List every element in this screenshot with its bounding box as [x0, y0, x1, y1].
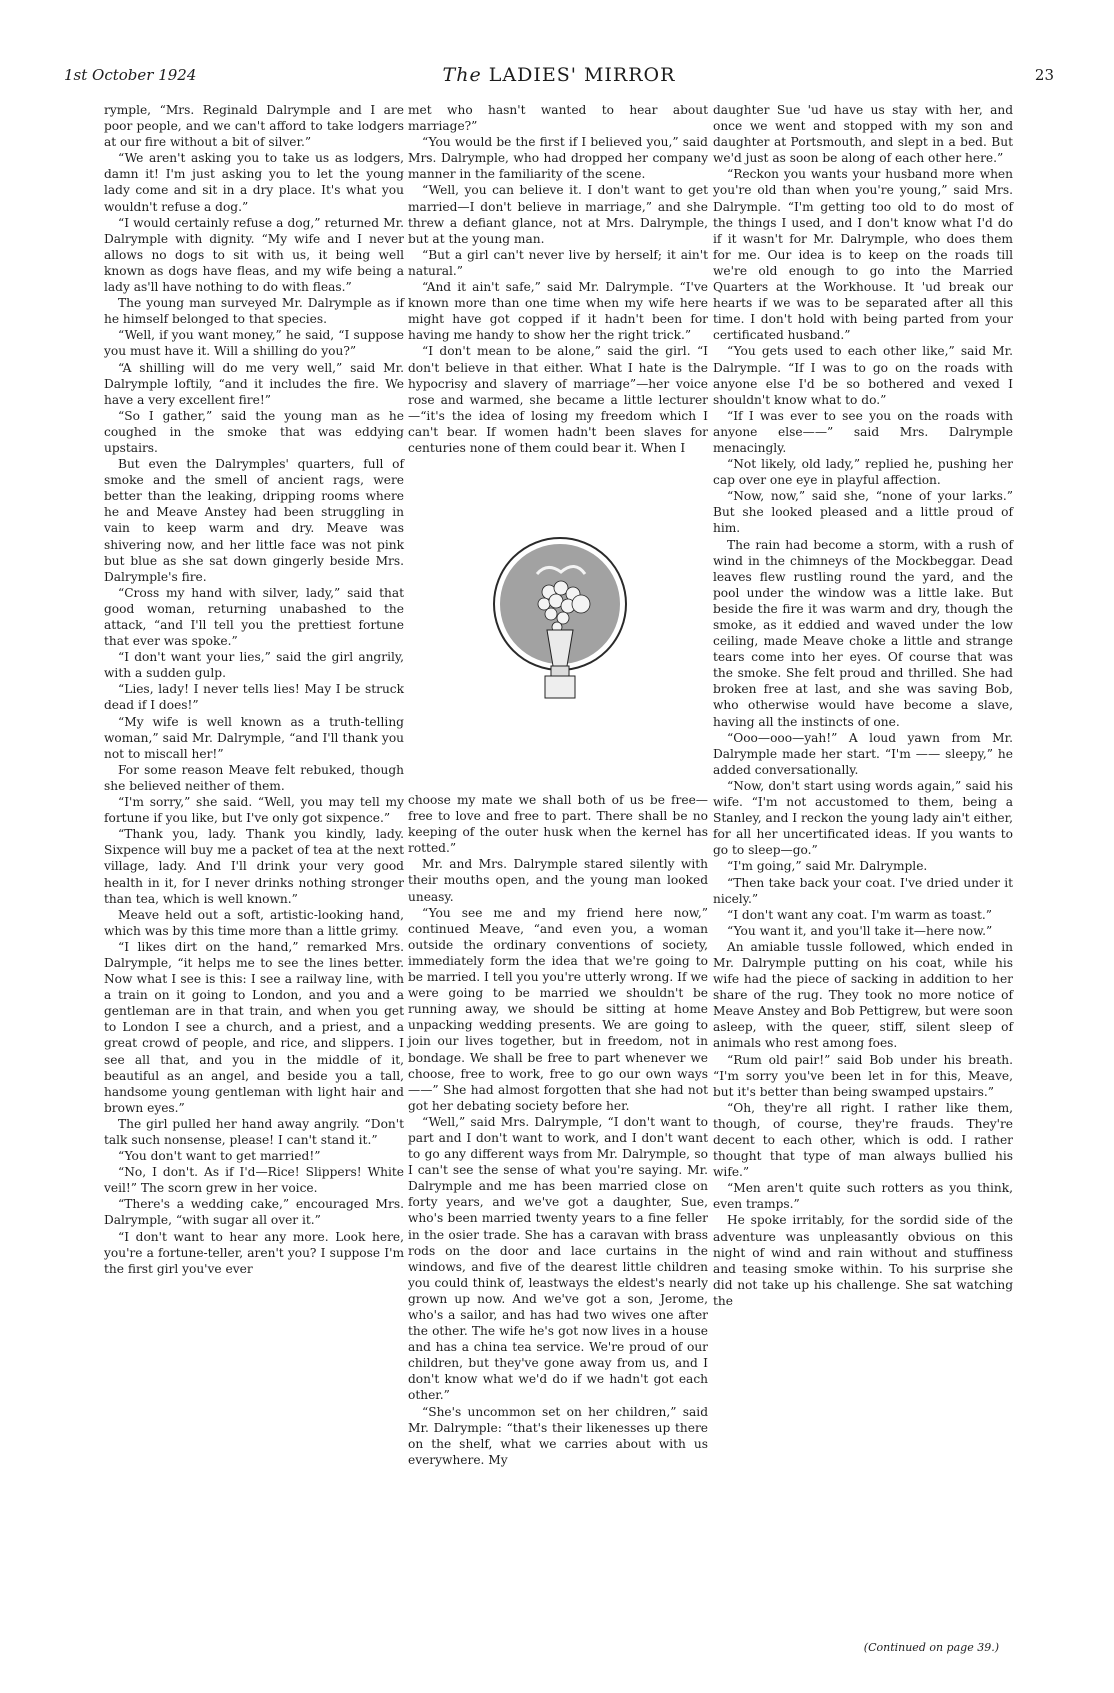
paragraph: “You would be the first if I believed you,” said Mrs. Dalrymple, who had dropped her company manner in the familiarity of the scene.: [408, 135, 708, 182]
paragraph: But even the Dalrymples' quarters, full of smoke and the smell of ancient rags, were better than the leaking, dripping rooms where he and Meave Anstey had been struggling in vain to keep warm and dry. Meave was shivering now, and her little face was not pink but blue as she sat down gingerly beside Mrs. Dalrymple's fire.: [104, 457, 404, 584]
issue-date: 1st October 1924: [64, 66, 197, 84]
paragraph: “But a girl can't never live by herself; it ain't natural.”: [408, 247, 708, 278]
paragraph: “Lies, lady! I never tells lies! May I be struck dead if I does!”: [104, 682, 404, 713]
paragraph: “She's uncommon set on her children,” said Mr. Dalrymple: “that's their likenesses up there on the shelf, what we carries about with us everywhere. My: [408, 1404, 708, 1467]
paragraph: “There's a wedding cake,” encouraged Mrs. Dalrymple, “with sugar all over it.”: [104, 1197, 404, 1228]
paragraph: daughter Sue 'ud have us stay with her, and once we went and stopped with my son and daughter at Portsmouth, and slept in a bed. But we'd just as soon be along of each other here.”: [713, 103, 1013, 166]
paragraph: The girl pulled her hand away angrily. “Don't talk such nonsense, please! I can't stand it.”: [104, 1116, 404, 1147]
continued-note: (Continued on page 39.): [863, 1641, 999, 1654]
paragraph: choose my mate we shall both of us be free—free to love and free to part. There shall be no keeping of the outer husk when the kernel has rotted.”: [408, 793, 708, 856]
paragraph: Mr. and Mrs. Dalrymple stared silently with their mouths open, and the young man looked uneasy.: [408, 857, 708, 904]
paragraph: “I likes dirt on the hand,” remarked Mrs. Dalrymple, “it helps me to see the lines better. Now what I see is this: I see a railway line, with a train on it going to London, and you and a gentleman are in that train, and when you get to London I see a church, and a priest, and a great crowd of people, and rice, and slippers. I see all that, and you in the middle of it, beautiful as an angel, and beside you a tall, handsome young gentleman with light hair and brown eyes.”: [104, 939, 404, 1115]
paragraph: “Now, don't start using words again,” said his wife. “I'm not accustomed to them, being a Stanley, and I reckon the young lady ain't either, for all her uncertificated ideas. If you wants to go to sleep—go.”: [713, 778, 1013, 858]
paragraph: He spoke irritably, for the sordid side of the adventure was unpleasantly obvious on this night of wind and rain without and stuffiness and teasing smoke within. To his surprise she did not take up his challenge. She sat watching the: [713, 1213, 1013, 1308]
paragraph: “My wife is well known as a truth-telling woman,” said Mr. Dalrymple, “and I'll thank you not to miscall her!”: [104, 714, 404, 761]
paragraph: The rain had become a storm, with a rush of wind in the chimneys of the Mockbeggar. Dead leaves flew rustling round the yard, and the pool under the window was a little lake. But beside the fire it was warm and dry, though the smoke, as it eddied and waved under the low ceiling, made Meave choke a little and strange tears come into her eyes. Of course that was the smoke. She felt proud and thrilled. She had broken free at last, and she was saving Bob, who otherwise would have become a slave, having all the instincts of one.: [713, 537, 1013, 729]
paragraph: “And it ain't safe,” said Mr. Dalrymple. “I've known more than one time when my wife here might have got copped if it hadn't been for having me handy to show her the right trick.”: [408, 280, 708, 343]
paragraph: “Now, now,” said she, “none of your larks.” But she looked pleased and a little proud of him.: [713, 489, 1013, 536]
paragraph: “I would certainly refuse a dog,” returned Mr. Dalrymple with dignity. “My wife and I never allows no dogs to sit with us, it being well known as dogs have fleas, and my wife being a lady as'll have nothing to do with fleas.”: [104, 215, 404, 295]
magazine-title-rest: LADIES' MIRROR: [488, 64, 676, 86]
text-column-1: [104, 102, 404, 1277]
paragraph: “Ooo—ooo—yah!” A loud yawn from Mr. Dalrymple made her start. “I'm —— sleepy,” he added conversationally.: [713, 730, 1013, 777]
paragraph: “Then take back your coat. I've dried under it nicely.”: [713, 875, 1013, 906]
paragraph: “You gets used to each other like,” said Mr. Dalrymple. “If I was to go on the roads with anyone else I'd be so bothered and vexed I shouldn't know what to do.”: [713, 344, 1013, 407]
paragraph: rymple, “Mrs. Reginald Dalrymple and I are poor people, and we can't afford to take lodgers at our fire without a bit of silver.”: [104, 103, 404, 150]
paragraph: “Rum old pair!” said Bob under his breath. “I'm sorry you've been let in for this, Meave, but it's better than being swamped upstairs.”: [713, 1052, 1013, 1099]
paragraph: met who hasn't wanted to hear about marriage?”: [408, 103, 708, 134]
paragraph: “No, I don't. As if I'd—Rice! Slippers! White veil!” The scorn grew in her voice.: [104, 1165, 404, 1196]
paragraph: Meave held out a soft, artistic-looking hand, which was by this time more than a little grimy.: [104, 907, 404, 938]
paragraph: “Oh, they're all right. I rather like them, though, of course, they're frauds. They're decent to each other, which is odd. I rather thought that type of man always bullied his wife.”: [713, 1100, 1013, 1180]
paragraph: “I'm sorry,” she said. “Well, you may tell my fortune if you like, but I've only got sixpence.”: [104, 795, 404, 826]
paragraph: An amiable tussle followed, which ended in Mr. Dalrymple putting on his coat, while his wife had the piece of sacking in addition to her share of the rug. They took no more notice of Meave Anstey and Bob Pettigrew, but were soon asleep, with the queer, stiff, silent sleep of animals who rest among foes.: [713, 939, 1013, 1051]
paragraph: “I don't want your lies,” said the girl angrily, with a sudden gulp.: [104, 650, 404, 681]
paragraph: “Well, if you want money,” he said, “I suppose you must have it. Will a shilling do you?”: [104, 328, 404, 359]
text-column-2-bottom: [408, 792, 708, 1468]
magazine-title-the: The: [442, 64, 482, 86]
paragraph: For some reason Meave felt rebuked, though she believed neither of them.: [104, 762, 404, 793]
paragraph: The young man surveyed Mr. Dalrymple as if he himself belonged to that species.: [104, 296, 404, 327]
paragraph: “Cross my hand with silver, lady,” said that good woman, returning unabashed to the attack, “and I'll tell you the prettiest fortune that ever was spoke.”: [104, 585, 404, 649]
magazine-title: [64, 64, 1054, 86]
paragraph: “I don't want to hear any more. Look here, you're a fortune-teller, aren't you? I suppose I'm the first girl you've ever: [104, 1229, 404, 1276]
text-column-2-top: [408, 102, 708, 456]
paragraph: “Reckon you wants your husband more when you're old than when you're young,” said Mrs. Dalrymple. “I'm getting too old to do most of the things I used, and I don't know what I'd do if it wasn't for Mr. Dalrymple, who does them for me. Our idea is to keep on the roads till we're old enough to go into the Married Quarters at the Workhouse. It 'ud break our hearts if we was to be separated after all this time. I don't hold with being parted from your certificated husband.”: [713, 167, 1013, 343]
paragraph: “Thank you, lady. Thank you kindly, lady. Sixpence will buy me a packet of tea at the next village, lady. And I'll drink your very good health in it, for I never drinks nothing stronger than tea, which is well known.”: [104, 827, 404, 906]
paragraph: “I don't want any coat. I'm warm as toast.”: [727, 907, 993, 922]
paragraph: “You don't want to get married!”: [118, 1149, 321, 1164]
paragraph: “Not likely, old lady,” replied he, pushing her cap over one eye in playful affection.: [713, 457, 1013, 488]
paragraph: “Men aren't quite such rotters as you think, even tramps.”: [713, 1181, 1013, 1212]
paragraph: “Well,” said Mrs. Dalrymple, “I don't want to part and I don't want to work, and I don't want to go any different ways from Mr. Dalrymple, so I can't see the sense of what you're saying. Mr. Dalrymple and me has been married close on forty years, and we've got a daughter, Sue, who's been married twenty years to a fine feller in the osier trade. She has a caravan with brass rods on the door and lace curtains in the windows, and five of the dearest little children you could think of, leastways the eldest's nearly grown up now. And we've got a son, Jerome, who's a sailor, and has had two wives one after the other. The wife he's got now lives in a house and has a china tea service. We're proud of our children, but they've gone away from us, and I don't know what we'd do if we hadn't got each other.”: [408, 1114, 708, 1403]
text-column-2: [408, 102, 708, 1467]
paragraph: “We aren't asking you to take us as lodgers, damn it! I'm just asking you to let the young lady come and sit in a dry place. It's what you wouldn't refuse a dog.”: [104, 151, 404, 214]
paragraph: “I don't mean to be alone,” said the girl. “I don't believe in that either. What I hate is the hypocrisy and slavery of marriage”—her voice rose and warmed, she became a little lecturer—“it's the idea of losing my freedom which I can't bear. If women hadn't been slaves for centuries none of them could bear it. When I: [408, 344, 708, 455]
paragraph: “You want it, and you'll take it—here now.”: [727, 923, 993, 938]
paragraph: “I'm going,” said Mr. Dalrymple.: [727, 859, 928, 874]
paragraph: “So I gather,” said the young man as he coughed in the smoke that was eddying upstairs.: [104, 408, 404, 455]
paragraph: “A shilling will do me very well,” said Mr. Dalrymple loftily, “and it includes the fire. We have a very excellent fire!”: [104, 360, 404, 407]
fruit-vase-illustration: [489, 534, 631, 709]
paragraph: “Well, you can believe it. I don't want to get married—I don't believe in marriage,” and she threw a defiant glance, not at Mrs. Dalrymple, but at the young man.: [408, 183, 708, 246]
page-number: 23: [1034, 66, 1054, 84]
text-column-3: [713, 102, 1013, 1309]
page-header: [64, 64, 1054, 90]
paragraph: “You see me and my friend here now,” continued Meave, “and even you, a woman outside the ordinary conventions of society, immediately form the idea that we're going to be married. I tell you you're utterly wrong. If we were going to be married we shouldn't be running away, we should be sitting at home unpacking wedding presents. We are going to join our lives together, but in freedom, not in bondage. We shall be free to part whenever we choose, free to work, free to go our own ways——” She had almost forgotten that she had not got her debating society before her.: [408, 905, 708, 1113]
paragraph: “If I was ever to see you on the roads with anyone else——” said Mrs. Dalrymple menacingly.: [713, 408, 1013, 455]
